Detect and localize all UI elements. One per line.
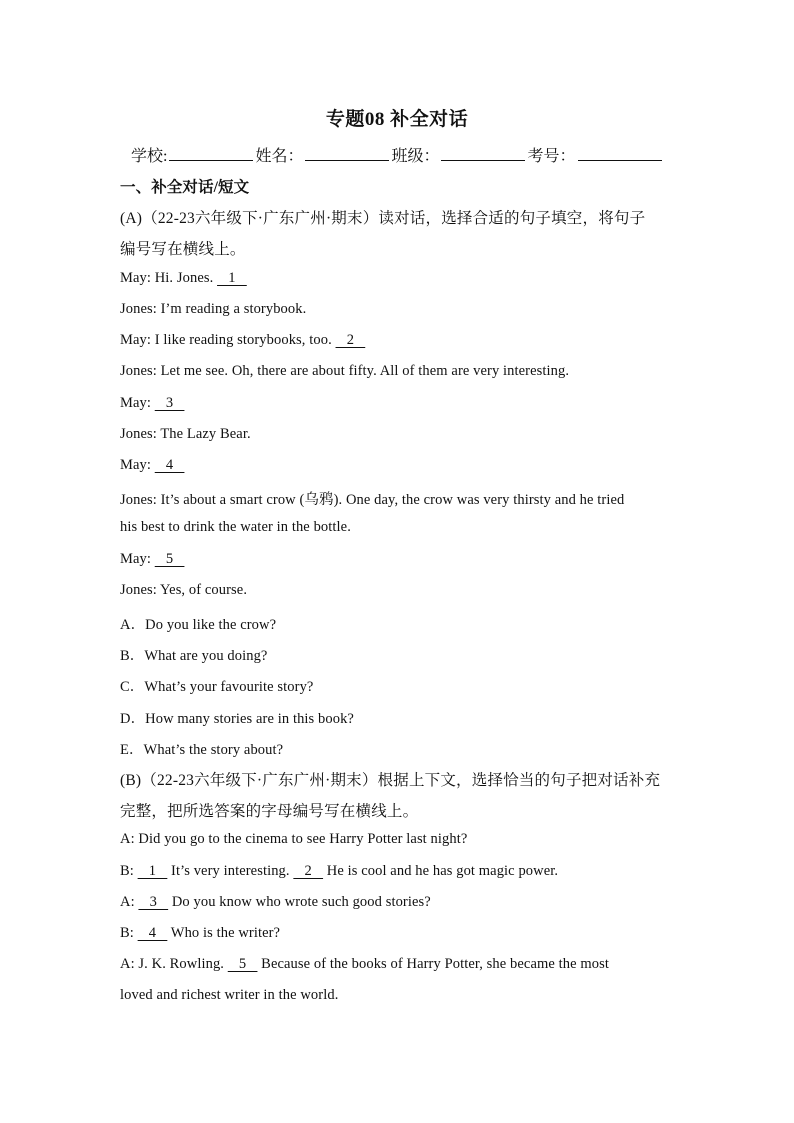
name-blank[interactable] (305, 146, 389, 161)
answer-blank-b3[interactable]: 3 (138, 894, 169, 910)
dialogue-line: May: 4 (120, 457, 185, 473)
dialogue-line: B: 4 Who is the writer? (120, 925, 281, 941)
school-blank[interactable] (169, 146, 253, 161)
dialogue-line: Jones: It’s about a smart crow (乌鸦). One day, the crow was very thirsty and he tried (120, 492, 625, 508)
option-e: E．What’s the story about? (120, 742, 284, 758)
option-a: A．Do you like the crow? (120, 617, 277, 633)
name-label: 姓名： (255, 148, 304, 165)
answer-blank-2[interactable]: 2 (335, 332, 366, 348)
dialogue-line: Jones: The Lazy Bear. (120, 426, 251, 442)
dialogue-line: Jones: Let me see. Oh, there are about fifty. All of them are very interesting. (120, 363, 570, 379)
dialogue-line: Jones: Yes, of course. (120, 582, 248, 598)
dialogue-line: May: I like reading storybooks, too. 2 (120, 332, 366, 348)
answer-blank-3[interactable]: 3 (154, 395, 185, 411)
dialogue-line: A: J. K. Rowling. 5 Because of the books of Harry Potter, she became the most (120, 956, 609, 972)
number-label: 考号： (527, 148, 576, 165)
answer-blank-b1[interactable]: 1 (137, 863, 168, 879)
part-a-instruction-1: (A)（22-23六年级下·广东广州·期末）读对话，选择合适的句子填空，将句子 (120, 210, 646, 227)
dialogue-line: his best to drink the water in the bottle. (120, 519, 351, 535)
option-c: C．What’s your favourite story? (120, 679, 314, 695)
dialogue-line: May: Hi. Jones. 1 (120, 270, 247, 286)
class-label: 班级： (391, 148, 440, 165)
answer-blank-b4[interactable]: 4 (137, 925, 168, 941)
class-blank[interactable] (441, 146, 525, 161)
number-blank[interactable] (578, 146, 662, 161)
dialogue-line: A: Did you go to the cinema to see Harry Potter last night? (120, 831, 468, 847)
answer-blank-4[interactable]: 4 (154, 457, 185, 473)
part-b-instruction-1: (B)（22-23六年级下·广东广州·期末）根据上下文，选择恰当的句子把对话补充 (120, 772, 661, 789)
part-b-instruction-2: 完整，把所选答案的字母编号写在横线上。 (120, 803, 419, 820)
dialogue-line: loved and richest writer in the world. (120, 987, 339, 1003)
option-d: D．How many stories are in this book? (120, 711, 354, 727)
dialogue-line: Jones: I’m reading a storybook. (120, 301, 307, 317)
answer-blank-b5[interactable]: 5 (227, 956, 258, 972)
dialogue-line: May: 3 (120, 395, 185, 411)
answer-blank-5[interactable]: 5 (154, 551, 185, 567)
section-heading: 一、补全对话/短文 (120, 179, 250, 196)
dialogue-line: B: 1 It’s very interesting. 2 He is cool and he has got magic power. (120, 863, 559, 879)
student-info-row (131, 143, 664, 166)
part-a-instruction-2: 编号写在横线上。 (120, 241, 246, 258)
page-title: 专题08 补全对话 (325, 109, 469, 130)
school-label: 学校: (131, 148, 168, 165)
dialogue-line: May: 5 (120, 551, 185, 567)
option-b: B．What are you doing? (120, 648, 268, 664)
dialogue-line: A: 3 Do you know who wrote such good stories? (120, 894, 431, 910)
answer-blank-b2[interactable]: 2 (293, 863, 324, 879)
answer-blank-1[interactable]: 1 (217, 270, 247, 286)
